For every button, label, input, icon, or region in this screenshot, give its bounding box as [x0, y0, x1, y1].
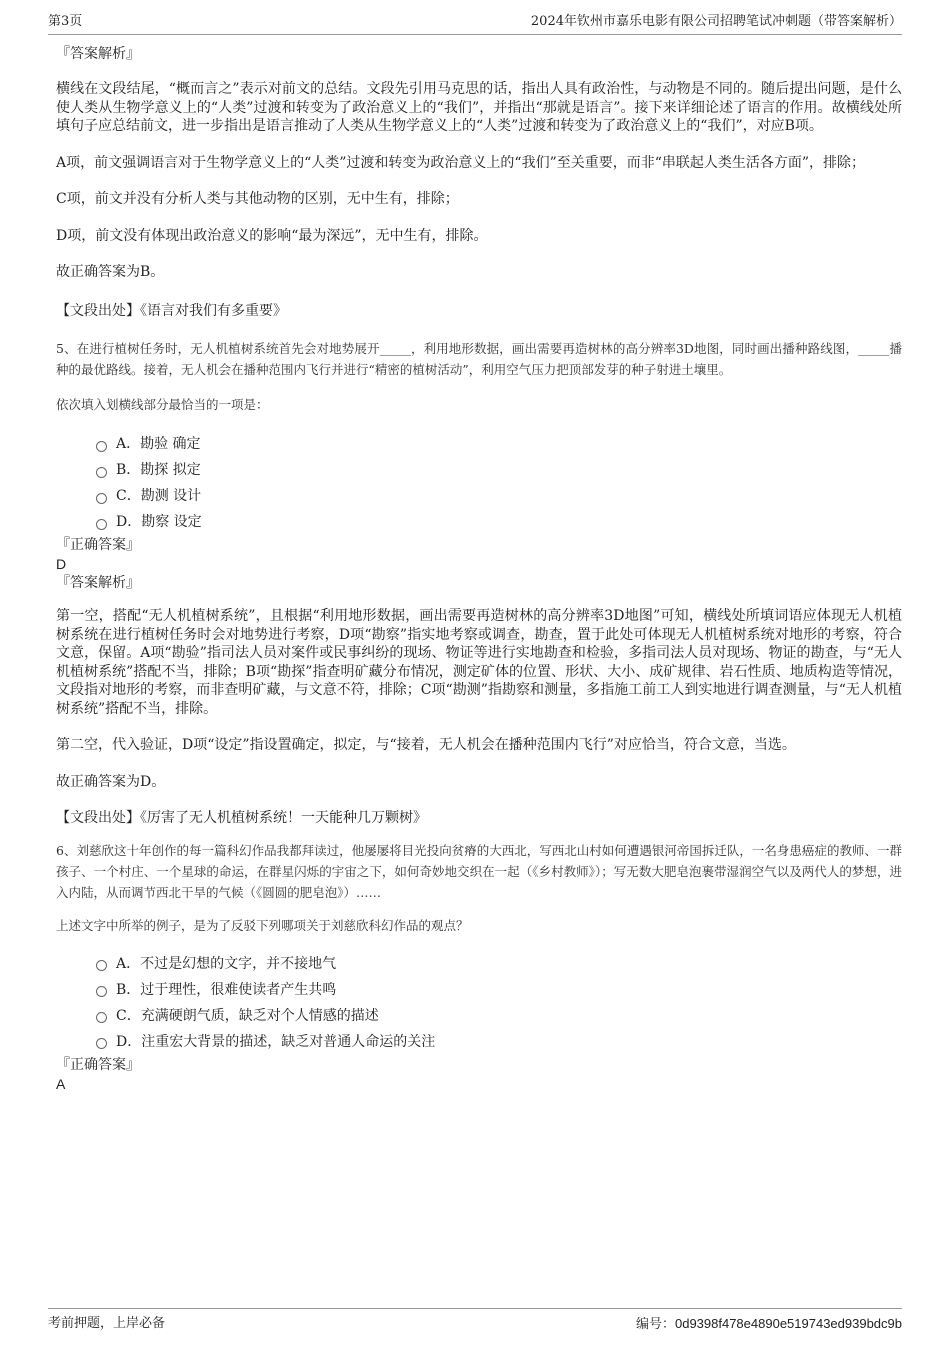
option-label: C．勘测 设计 — [116, 488, 202, 504]
source-citation: 【文段出处】《语言对我们有多重要》 — [56, 302, 287, 319]
option-a[interactable] — [96, 431, 902, 457]
question-6 — [56, 840, 902, 1093]
document-title: 2024年钦州市嘉乐电影有限公司招聘笔试冲刺题（带答案解析） — [530, 14, 902, 29]
source-citation: 【文段出处】《厉害了无人机植树系统！一天能种几万颗树》 — [56, 810, 427, 826]
option-a[interactable] — [96, 951, 902, 977]
option-label: A．不过是幻想的文字，并不接地气 — [116, 955, 337, 972]
explanation-label: 『答案解析』 — [56, 46, 140, 62]
option-label: A．勘验 确定 — [116, 436, 201, 452]
correct-answer-statement: 故正确答案为D。 — [56, 773, 166, 790]
radio-icon[interactable] — [96, 986, 107, 997]
option-label: B．过于理性，很难使读者产生共鸣 — [116, 981, 337, 998]
q4-explanation — [56, 44, 902, 320]
question-text: 6、刘慈欣这十年创作的每一篇科幻作品我都拜读过，他屡屡将目光投向贫瘠的大西北，写西北山村如何遭遇银河帝国拆迁队，一名身患癌症的教师、一群孩子、一个村庄、一个星球的命运，在群星闪烁的宇宙之下，如何奇妙地交织在一起（《乡村教师》）；写无数大肥皂泡裹带湿润空气以及两代人的梦想，进入内陆，从而调节西北干旱的气候（《圆圆的肥皂泡》）…… — [56, 842, 902, 900]
page-content — [56, 44, 902, 1093]
page-number: 第3页 — [48, 14, 83, 29]
option-label: C．充满硬朗气质，缺乏对个人情感的描述 — [116, 1007, 379, 1024]
explanation-paragraph: D项，前文没有体现出政治意义的影响“最为深远”，无中生有，排除。 — [56, 227, 488, 244]
footer-slogan: 考前押题，上岸必备 — [48, 1316, 166, 1331]
answer-label: 『正确答案』 — [56, 1056, 140, 1073]
options-list — [56, 951, 902, 1055]
answer-value: D — [56, 556, 67, 572]
document-id: 编号：0d9398f478e4890e519743ed939bdc9b — [635, 1316, 902, 1331]
explanation-paragraph: C项，前文并没有分析人类与其他动物的区别，无中生有，排除； — [56, 191, 459, 207]
option-b[interactable] — [96, 977, 902, 1003]
answer-label: 『正确答案』 — [56, 537, 140, 553]
radio-icon[interactable] — [96, 441, 107, 452]
option-c[interactable] — [96, 483, 902, 509]
options-list — [56, 431, 902, 535]
radio-icon[interactable] — [96, 519, 107, 530]
question-prompt: 上述文字中所举的例子，是为了反驳下列哪项关于刘慈欣科幻作品的观点？ — [56, 917, 469, 933]
correct-answer-statement: 故正确答案为B。 — [56, 264, 165, 280]
radio-icon[interactable] — [96, 1012, 107, 1023]
option-label: D．勘察 设定 — [116, 514, 202, 530]
radio-icon[interactable] — [96, 960, 107, 971]
option-b[interactable] — [96, 457, 902, 483]
question-text: 5、在进行植树任务时，无人机植树系统首先会对地势展开_____，利用地形数据，画出需要再造树林的高分辨率3D地图，同时画出播种路线图，_____播种的最优路线。接着，无人机会在播种范围内飞行并进行“精密的植树活动”，利用空气压力把顶部发芽的种子射进土壤里。 — [56, 341, 902, 377]
radio-icon[interactable] — [96, 467, 107, 478]
option-d[interactable] — [96, 1029, 902, 1055]
page-footer — [48, 1308, 902, 1335]
option-label: D．注重宏大背景的描述，缺乏对普通人命运的关注 — [116, 1033, 436, 1050]
explanation-paragraph: 第一空，搭配“无人机植树系统”，且根据“利用地形数据，画出需要再造树林的高分辨率3D地图”可知，横线处所填词语应体现无人机植树系统在进行植树任务时会对地势进行考察，D项“勘察”指实地考察或调查，勘查，置于此处可体现无人机植树系统对地形的考察，符合文意，保留。A项“勘验”指司法人员对案件或民事纠纷的现场、物证等进行实地勘查和检验，多指司法人员对现场、物证的勘查，与“无人机植树系统”搭配不当，排除；B项“勘探”指查明矿藏分布情况，测定矿体的位置、形状、大小、成矿规律、岩石性质、地质构造等情况，文段指对地形的考察，而非查明矿藏，与文意不符，排除；C项“勘测”指勘察和测量，多指施工前工人到实地进行调查测量，与“无人机植树系统”搭配不当，排除。 — [56, 608, 902, 717]
answer-value: A — [56, 1075, 66, 1092]
radio-icon[interactable] — [96, 1038, 107, 1049]
option-label: B．勘探 拟定 — [116, 462, 201, 478]
explanation-paragraph: A项，前文强调语言对于生物学意义上的“人类”过渡和转变为政治意义上的“我们”至关重要，而非“串联起人类生活各方面”，排除； — [56, 154, 866, 171]
question-prompt: 依次填入划横线部分最恰当的一项是： — [56, 397, 269, 412]
explanation-paragraph: 第二空，代入验证，D项“设定”指设置确定，拟定，与“接着，无人机会在播种范围内飞行”对应恰当，符合文意，当选。 — [56, 737, 796, 753]
explanation-paragraph: 横线在文段结尾，“概而言之”表示对前文的总结。文段先引用马克思的话，指出人具有政治性，与动物是不同的。随后提出问题，是什么使人类从生物学意义上的“人类”过渡和转变为了政治意义上的“我们”，并指出“那就是语言”。接下来详细论述了语言的作用。故横线处所填句子应总结前文，进一步指出是语言推动了人类从生物学意义上的“人类”过渡和转变为了政治意义上的“我们”，对应B项。 — [56, 81, 902, 134]
page-header — [48, 12, 902, 35]
option-c[interactable] — [96, 1003, 902, 1029]
question-5 — [56, 338, 902, 828]
explanation-label: 『答案解析』 — [56, 575, 140, 591]
radio-icon[interactable] — [96, 493, 107, 504]
option-d[interactable] — [96, 509, 902, 535]
